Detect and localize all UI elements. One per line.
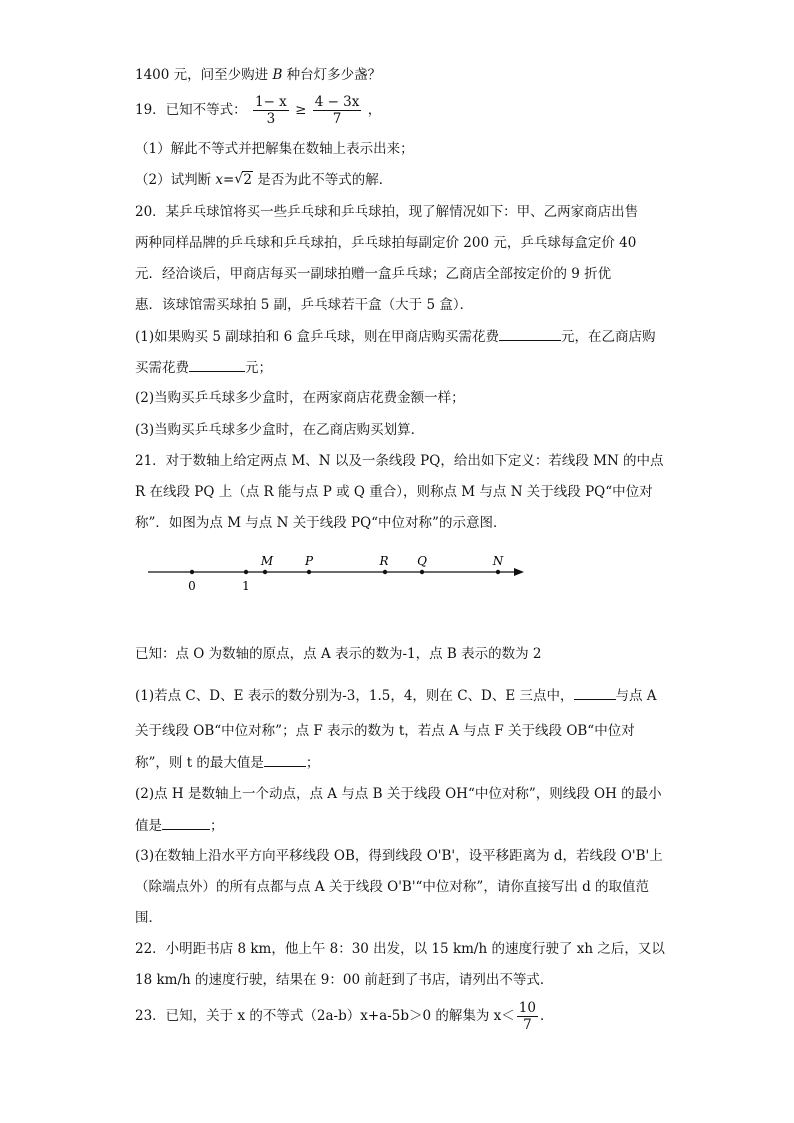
q19-rhs-fraction: $\frac{4 - 3x}{7}$ — [314, 94, 360, 127]
q20-part3: (3)当购买乒乓球多少盒时，在乙商店购买划算． — [135, 422, 425, 438]
q20-part1: (1)如果购买 5 副球拍和 6 盒乒乓球，则在甲商店购买需花费 元，在乙商店购 — [135, 329, 656, 345]
answer-blank — [264, 753, 306, 767]
label-P: P — [304, 554, 314, 568]
q21-part3-cont: （除端点外）的所有点都与点 A 关于线段 O'B'“中位对称”，请你直接写出 d 的取值范 — [135, 879, 650, 895]
label-0: 0 — [188, 579, 196, 593]
q20-line3: 元．经洽谈后，甲商店每买一副球拍赠一盒乒乓球；乙商店全部按定价的 9 折优 — [135, 266, 612, 282]
answer-blank — [574, 686, 616, 700]
q21-line2: R 在线段 PQ 上（点 R 能与点 P 或 Q 重合），则称点 M 与点 N 关于线段 PQ“中位对 — [135, 484, 653, 500]
q21-part2: (2)点 H 是数轴上一个动点，点 A 与点 B 关于线段 OH“中位对称”，则线段 OH 的最小 — [135, 786, 662, 802]
q23-statement: 23．已知，关于 x 的不等式（2a-b）x+a-5b＞0 的解集为 x＜ $\frac{10}{7}$ ． — [135, 1000, 554, 1033]
point-N — [496, 570, 500, 574]
q23-fraction: $\frac{10}{7}$ — [518, 1000, 536, 1033]
label-M: M — [260, 554, 274, 568]
q21-known: 已知：点 O 为数轴的原点，点 A 表示的数为-1，点 B 表示的数为 2 — [135, 646, 542, 662]
q21-part1: (1)若点 C、D、E 表示的数分别为-3，1.5，4，则在 C、D、E 三点中， 与点 A — [135, 688, 657, 704]
point-M — [263, 570, 267, 574]
q18-tail: 1400 元，问至少购进 B 种台灯多少盏？ — [135, 67, 382, 83]
q19-part1: （1）解此不等式并把解集在数轴上表示出来； — [135, 141, 414, 157]
q20-line2: 两种同样品牌的乒乓球和乒乓球拍，乒乓球拍每副定价 200 元，乒乓球每盒定价 40 — [135, 235, 637, 251]
q19-statement: 19．已知不等式： $\frac{1- x}{3}$ ≥ $\frac{4 - 3x}{7}$ ， — [135, 94, 382, 127]
q21-part3-cont2: 围． — [135, 910, 162, 926]
sqrt-symbol: √ 2 — [234, 171, 252, 188]
q22-line1: 22．小明距书店 8 km，他上午 8：30 出发，以 15 km/h 的速度行驶了 xh 之后，又以 — [135, 941, 665, 957]
q20-part1-cont: 买需花费 元； — [135, 360, 272, 376]
label-N: N — [492, 554, 504, 568]
q21-part3: (3)在数轴上沿水平方向平移线段 OB，得到线段 O'B'，设平移距离为 d，若线段 O'B'上 — [135, 848, 663, 864]
answer-blank — [162, 816, 210, 830]
point-Q — [420, 570, 424, 574]
point-P — [307, 570, 311, 574]
q21-line1: 21．对于数轴上给定两点 M、N 以及一条线段 PQ，给出如下定义：若线段 MN 的中点 — [135, 453, 664, 469]
q21-line3: 称”．如图为点 M 与点 N 关于线段 PQ“中位对称”的示意图． — [135, 515, 507, 531]
q21-part2-cont: 值是 ； — [135, 818, 224, 834]
point-1 — [244, 570, 248, 574]
label-Q: Q — [417, 554, 427, 568]
q21-part1-cont: 关于线段 OB“中位对称”；点 F 表示的数为 t，若点 A 与点 F 关于线段 OB“中位对 — [135, 723, 635, 739]
label-1: 1 — [242, 579, 250, 593]
answer-blank — [499, 327, 561, 341]
q20-line1: 20．某乒乓球馆将买一些乒乓球和乒乓球拍，现了解情况如下：甲、乙两家商店出售 — [135, 204, 639, 220]
answer-blank — [189, 358, 245, 372]
q20-line4: 惠．该球馆需买球拍 5 副，乒乓球若干盒（大于 5 盒）． — [135, 297, 474, 313]
number-line-diagram — [140, 548, 530, 598]
q22-line2: 18 km/h 的速度行驶，结果在 9：00 前赶到了书店，请列出不等式． — [135, 972, 554, 988]
point-0 — [190, 570, 194, 574]
label-R: R — [379, 554, 389, 568]
axis-arrow — [514, 568, 524, 576]
q19-part2: （2）试判断 x= √ 2 是否为此不等式的解． — [135, 171, 393, 188]
q20-part2: (2)当购买乒乓球多少盒时，在两家商店花费金额一样； — [135, 390, 465, 406]
q21-part1-cont2: 称”，则 t 的最大值是 ； — [135, 755, 320, 771]
point-R — [383, 570, 387, 574]
q19-lhs-fraction: $\frac{1- x}{3}$ — [254, 94, 287, 127]
